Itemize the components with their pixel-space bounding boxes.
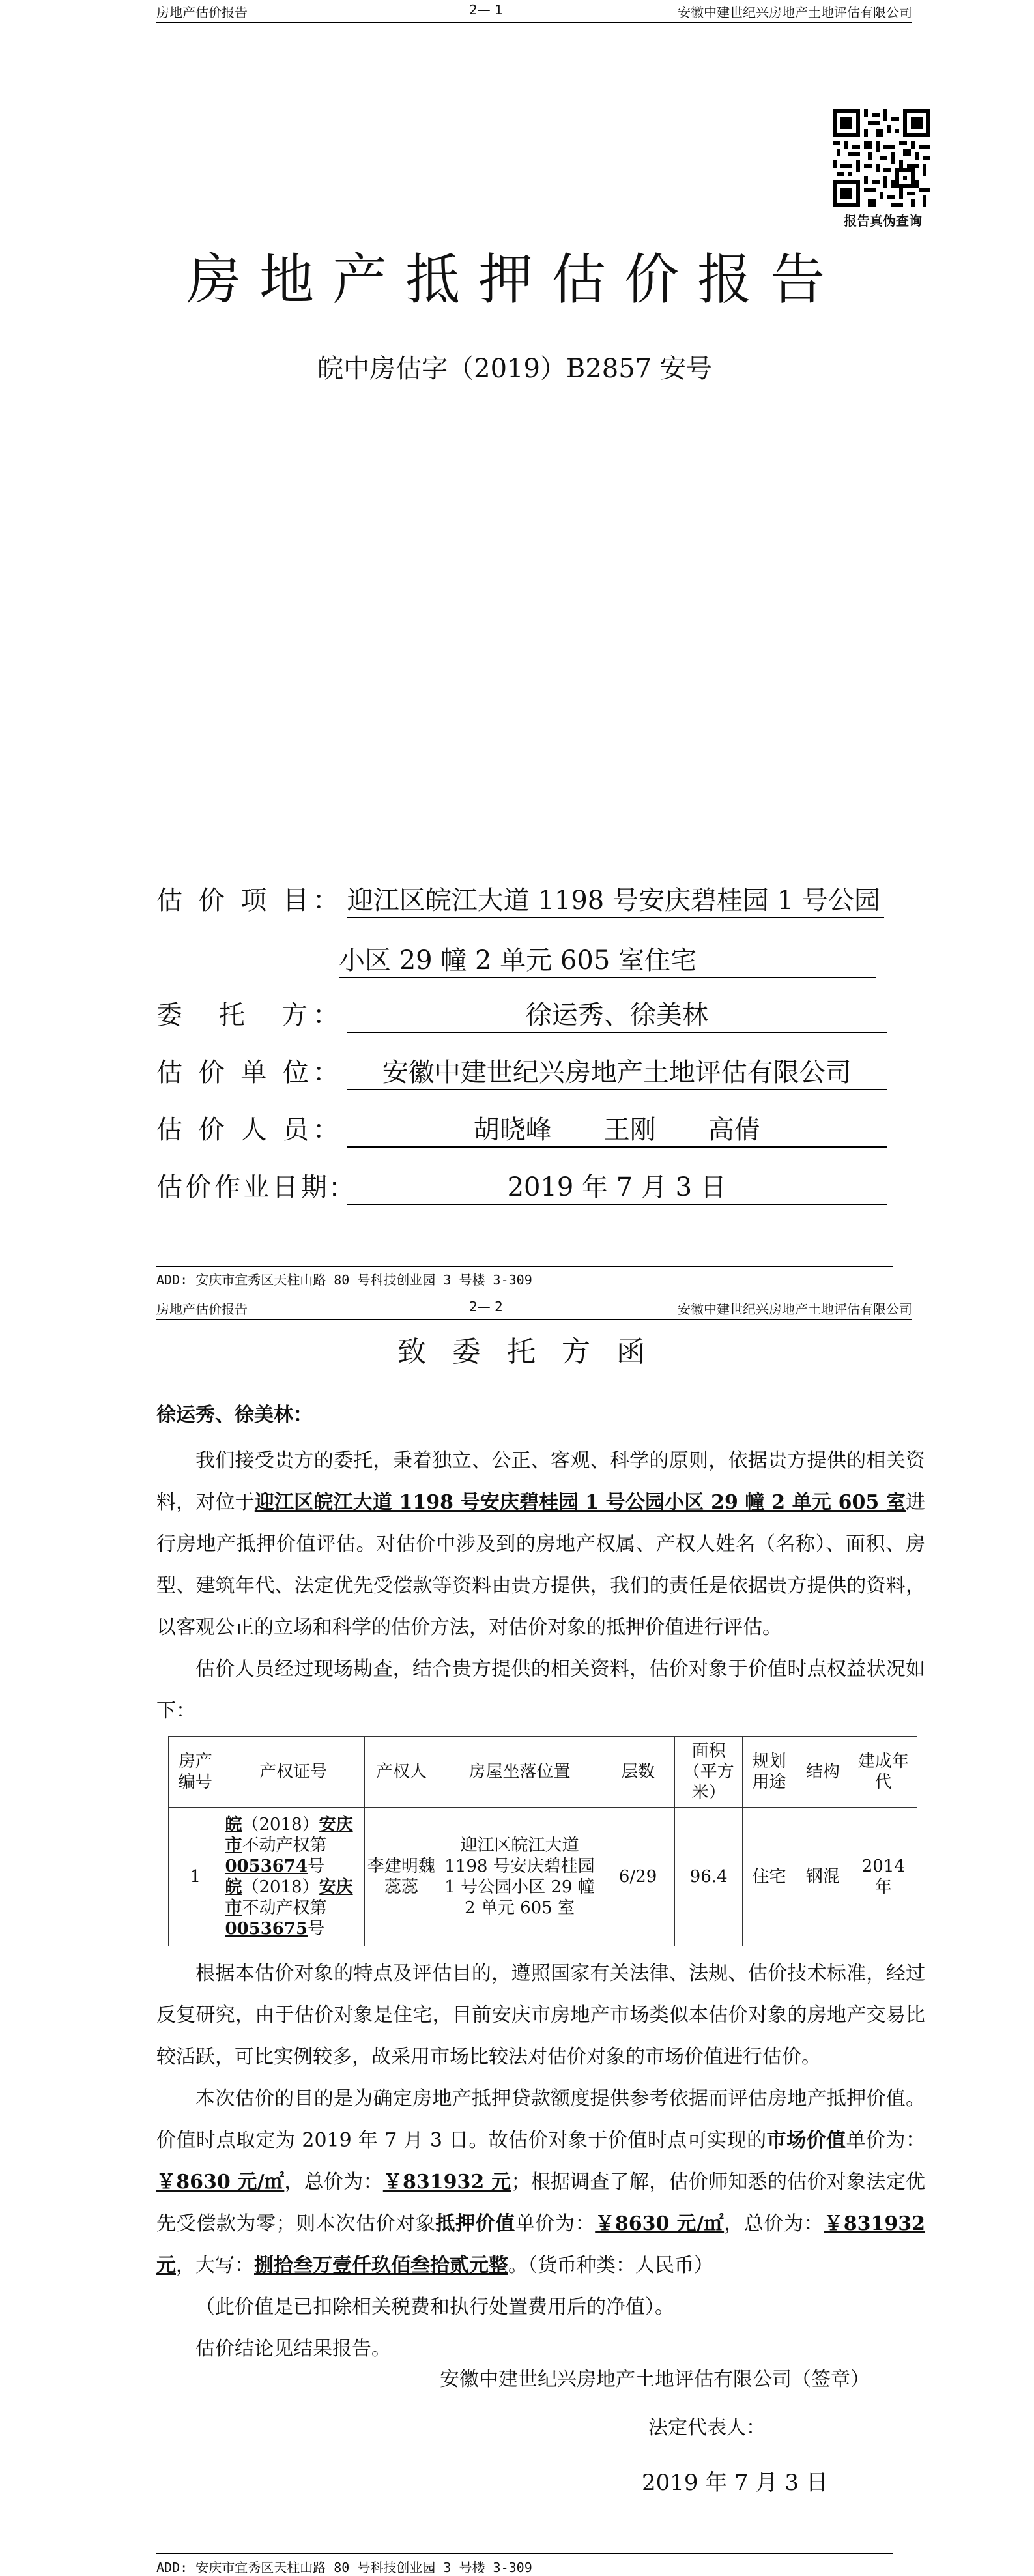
market-total-price: ￥831932 元 [382, 2171, 511, 2193]
paragraph-6: 估价结论见结果报告。 [195, 2337, 391, 2360]
cert-number: 0053674 [225, 1857, 308, 1876]
field-project-line2 [339, 940, 876, 978]
paragraph-2: 估价人员经过现场勘查，结合贵方提供的相关资料，估价对象于价值时点权益状况如下： [156, 1658, 925, 1722]
property-address: 迎江区皖江大道 1198 号安庆碧桂园 1 号公园小区 29 幢 2 单元 605 室 [254, 1491, 906, 1514]
letter-body [156, 1395, 925, 2370]
p4-text: 本次估价的目的是为确定房地产抵押贷款额度提供参考依据而评估房地产抵押价值。价值时点取定为 2019 年 7 月 3 日。故估价对象于价值时点可实现的 [156, 2087, 925, 2152]
table-header: 结构 [796, 1737, 850, 1808]
cert-text: （2018） [242, 1815, 319, 1834]
header-page-number: 2— 1 [469, 2, 503, 18]
cell-floors: 6/29 [601, 1808, 675, 1946]
cert-text: 安庆市 [225, 1877, 353, 1918]
field-label-client: 委 托 方： [156, 1000, 339, 1030]
market-value-label: 市场价值 [766, 2129, 846, 2152]
mortgage-value-label: 抵押价值 [435, 2212, 515, 2235]
cell-no: 1 [169, 1808, 222, 1946]
field-label-appraisers: 估 价 人 员： [156, 1115, 339, 1145]
paragraph-4 [156, 2078, 925, 2287]
cert-text: 号 [308, 1919, 325, 1939]
table-header: 面积（平方米） [675, 1737, 742, 1808]
table-header: 房屋坐落位置 [438, 1737, 601, 1808]
header-company: 安徽中建世纪兴房地产土地评估有限公司 [678, 5, 912, 20]
p4-text: ，大写： [176, 2254, 254, 2277]
header-page-number: 2— 2 [469, 1299, 503, 1314]
table-header: 规划用途 [742, 1737, 796, 1808]
field-date [156, 1166, 887, 1205]
mortgage-total-price: ￥831932 元 [156, 2212, 926, 2277]
header-left-text: 房地产估价报告 [156, 1301, 248, 1317]
report-number: 皖中房估字（2019）B2857 安号 [317, 354, 712, 384]
field-value-unit: 安徽中建世纪兴房地产土地评估有限公司 [347, 1052, 887, 1090]
signature-rep: 法定代表人： [648, 2416, 766, 2439]
footer-address: ADD: 安庆市宜秀区天柱山路 80 号科技创业园 3 号楼 3-309 [156, 1272, 532, 1288]
p4-text: ；根据调查了解，估价师知悉的估价对象法定优先受偿款为零；则本次估价对象 [156, 2171, 926, 2235]
cell-area: 96.4 [675, 1808, 742, 1946]
cell-owners: 李建明魏蕊蕊 [364, 1808, 438, 1946]
running-header [156, 0, 912, 23]
cell-location: 迎江区皖江大道 1198 号安庆碧桂园 1 号公园小区 29 幢 2 单元 605 室 [438, 1808, 601, 1946]
field-value-date: 2019 年 7 月 3 日 [347, 1166, 887, 1205]
field-project [156, 880, 884, 918]
field-label-project: 估 价 项 目： [156, 886, 339, 916]
footer-divider [156, 2553, 893, 2554]
header-company: 安徽中建世纪兴房地产土地评估有限公司 [678, 1301, 912, 1317]
property-table [168, 1736, 917, 1946]
paragraph-1-text-b: 进行房地产抵押价值评估。对估价中涉及到的房地产权属、产权人姓名（名称）、面积、房型、建筑年代、法定优先受偿款等资料由贵方提供，我们的责任是依据贵方提供的资料，以客观公正的立场和科学的估价方法，对估价对象的抵押价值进行评估。 [156, 1491, 926, 1639]
table-header-row [169, 1737, 917, 1808]
cert-text: 安庆市 [225, 1815, 353, 1855]
table-header: 建成年代 [850, 1737, 917, 1808]
salutation: 徐运秀、徐美林： [156, 1404, 313, 1426]
footer-divider [156, 1266, 893, 1267]
p4-text: 单价为： [846, 2129, 926, 2152]
field-value-project-line2: 小区 29 幢 2 单元 605 室住宅 [339, 940, 876, 978]
header-left-text: 房地产估价报告 [156, 5, 248, 20]
letter-page [0, 1297, 1034, 2575]
amount-in-words: 捌拾叁万壹仟玖佰叁拾贰元整 [254, 2254, 508, 2277]
field-value-appraisers: 胡晓峰 王刚 高倩 [347, 1109, 887, 1148]
market-unit-price: ￥8630 元/㎡ [156, 2171, 285, 2193]
paragraph-1-text-a: 我们接受贵方的委托，秉着独立、公正、客观、科学的原则，依据贵方提供的相关资料，对位于 [156, 1449, 925, 1514]
letter-title: 致委托方函 [397, 1335, 671, 1368]
p4-text: ，总价为： [724, 2212, 824, 2235]
table-row [169, 1808, 917, 1946]
field-value-project: 迎江区皖江大道 1198 号安庆碧桂园 1 号公园 [347, 880, 884, 918]
field-unit [156, 1052, 887, 1090]
paragraph-5: （此价值是已扣除相关税费和执行处置费用后的净值）。 [195, 2296, 674, 2319]
qr-caption: 报告真伪查询 [844, 213, 922, 229]
qr-code-icon [833, 109, 930, 207]
cert-text: 皖 [225, 1877, 242, 1897]
p4-text: 单价为： [515, 2212, 596, 2235]
cert-text: （2018） [242, 1877, 319, 1897]
p4-text: 。（货币种类：人民币） [508, 2254, 713, 2277]
cert-text: 号 [308, 1857, 325, 1876]
report-title: 房地产抵押估价报告 [186, 248, 843, 311]
cell-use: 住宅 [742, 1808, 796, 1946]
footer-address: ADD: 安庆市宜秀区天柱山路 80 号科技创业园 3 号楼 3-309 [156, 2560, 532, 2575]
paragraph-3: 根据本估价对象的特点及评估目的，遵照国家有关法律、法规、估价技术标准，经过反复研究，由于估价对象是住宅，目前安庆市房地产市场类似本估价对象的房地产交易比较活跃，可比实例较多，故采用市场比较法对估价对象的市场价值进行估价。 [156, 1962, 925, 2068]
cert-number: 0053675 [225, 1919, 308, 1939]
field-appraisers [156, 1109, 887, 1148]
signature-company: 安徽中建世纪兴房地产土地评估有限公司（签章） [440, 2368, 870, 2391]
field-label-date: 估价作业日期: [156, 1172, 339, 1202]
cell-structure: 钢混 [796, 1808, 850, 1946]
field-value-client: 徐运秀、徐美林 [347, 994, 887, 1033]
p4-text: ，总价为： [284, 2171, 383, 2193]
cert-text: 不动产权第 [242, 1836, 327, 1855]
mortgage-unit-price: ￥8630 元/㎡ [595, 2212, 725, 2235]
signature-date: 2019 年 7 月 3 日 [642, 2470, 828, 2496]
field-client [156, 994, 887, 1033]
cell-year: 2014 年 [850, 1808, 917, 1946]
running-header [156, 1297, 912, 1320]
paragraph-1 [156, 1440, 925, 1649]
cell-cert [222, 1808, 364, 1946]
cert-text: 皖 [225, 1815, 242, 1834]
table-header: 产权证号 [222, 1737, 364, 1808]
table-header: 产权人 [364, 1737, 438, 1808]
cert-text: 不动产权第 [242, 1898, 327, 1918]
table-header: 层数 [601, 1737, 675, 1808]
field-label-unit: 估 价 单 位： [156, 1058, 339, 1088]
table-header: 房产编号 [169, 1737, 222, 1808]
